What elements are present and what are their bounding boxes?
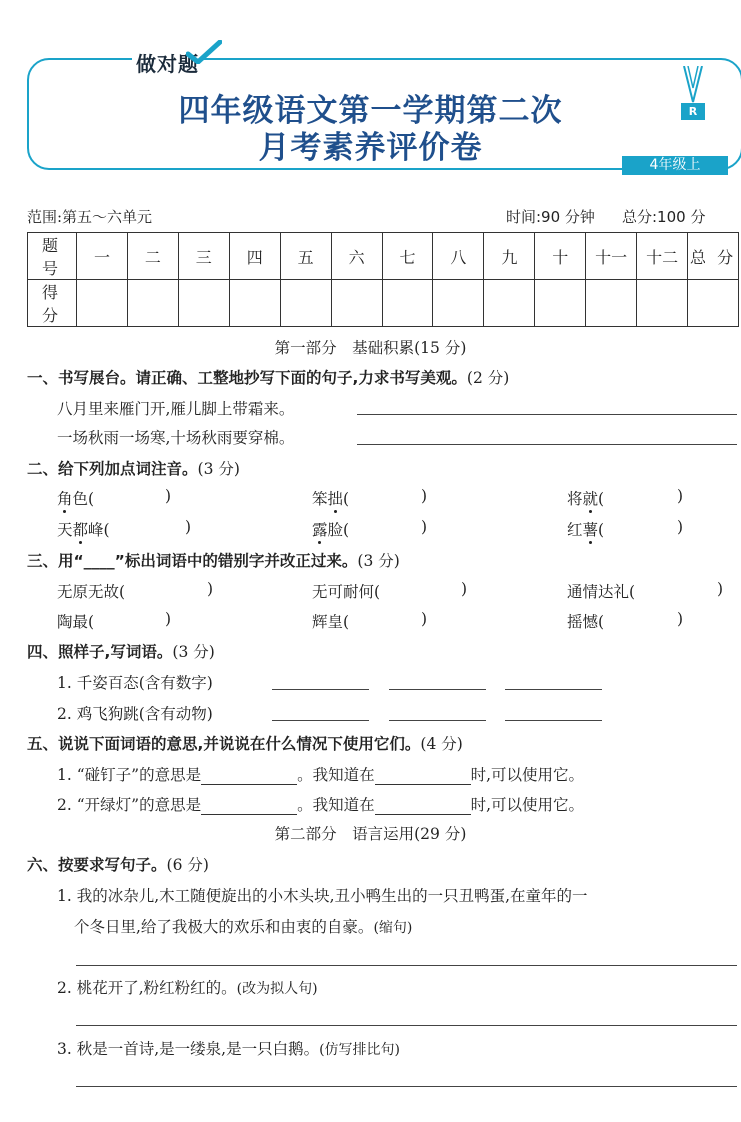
- ribbon-icon: [680, 66, 706, 106]
- col-total: 总 分: [688, 233, 739, 280]
- col-3: 三: [178, 233, 229, 280]
- q3-item-6-close: ): [677, 610, 684, 628]
- q5-item-1-meaning-blank[interactable]: [201, 766, 297, 785]
- q6-item-1-line1: 1. 我的冰杂儿,木工随便旋出的小木头块,丑小鸭生出的一只丑鸭蛋,在童年的一: [57, 887, 588, 905]
- q5-score: (4 分): [420, 735, 463, 753]
- q6-item-2-answer-line[interactable]: [76, 1025, 737, 1026]
- col-8: 八: [433, 233, 484, 280]
- score-cell[interactable]: [586, 280, 637, 327]
- q6-title: 六、按要求写句子。(6 分): [27, 856, 209, 874]
- q6-item-3-note: (仿写排比句): [319, 1042, 401, 1058]
- q2-item-2[interactable]: 笨拙(: [312, 490, 350, 508]
- q2-item-1-close: ): [165, 487, 172, 505]
- col-7: 七: [382, 233, 433, 280]
- col-12: 十二: [637, 233, 688, 280]
- q4-item-1-answer-c[interactable]: [505, 689, 602, 690]
- q6-item-1-note: (缩句): [373, 920, 413, 936]
- col-1: 一: [77, 233, 128, 280]
- exam-title-line2: 月考素养评价卷: [258, 130, 483, 166]
- q5-item-2: 2. “开绿灯”的意思是 。我知道在 时,可以使用它。: [57, 796, 585, 814]
- q3-item-1[interactable]: 无原无故(: [57, 583, 126, 601]
- col-4: 四: [229, 233, 280, 280]
- edition-badge: R: [681, 103, 705, 120]
- score-cell[interactable]: [484, 280, 535, 327]
- q3-item-6[interactable]: 摇憾(: [567, 613, 605, 631]
- score-cell[interactable]: [178, 280, 229, 327]
- q3-item-3[interactable]: 通情达礼(: [567, 583, 636, 601]
- q2-item-5-close: ): [421, 518, 428, 536]
- q3-item-4-close: ): [165, 610, 172, 628]
- q1-answer-line1[interactable]: [357, 414, 737, 415]
- q2-item-6[interactable]: 红薯(: [567, 521, 605, 539]
- q2-score: (3 分): [197, 460, 240, 478]
- q2-item-4[interactable]: 天都峰(: [57, 521, 110, 539]
- q3-item-2-close: ): [461, 580, 468, 598]
- q3-item-4[interactable]: 陶最(: [57, 613, 95, 631]
- exam-total: 总分:100 分: [622, 208, 706, 226]
- exam-title-line1: 四年级语文第一学期第二次: [178, 93, 563, 129]
- exam-time: 时间:90 分钟: [506, 208, 595, 226]
- q2-item-1[interactable]: 角色(: [57, 490, 95, 508]
- score-cell[interactable]: [535, 280, 586, 327]
- col-10: 十: [535, 233, 586, 280]
- part1-title: 第一部分 基础积累(15 分): [274, 339, 467, 357]
- q4-item-1: 1. 千姿百态(含有数字): [57, 674, 213, 692]
- q2-item-2-close: ): [421, 487, 428, 505]
- q3-title: 三、用“____”标出词语中的错别字并改正过来。(3 分): [27, 552, 400, 570]
- q6-item-1-answer-line[interactable]: [76, 965, 737, 966]
- q6-item-3: 3. 秋是一首诗,是一缕泉,是一只白鹅。(仿写排比句): [57, 1040, 401, 1058]
- col-5: 五: [280, 233, 331, 280]
- q4-item-1-answer-b[interactable]: [389, 689, 486, 690]
- check-mark-icon: [186, 40, 222, 64]
- col-6: 六: [331, 233, 382, 280]
- q3-item-5-close: ): [421, 610, 428, 628]
- q2-item-3[interactable]: 将就(: [567, 490, 605, 508]
- q5-item-1: 1. “碰钉子”的意思是 。我知道在 时,可以使用它。: [57, 766, 585, 784]
- q1-score: (2 分): [466, 369, 510, 387]
- q3-item-1-close: ): [207, 580, 214, 598]
- q3-item-5[interactable]: 辉皇(: [312, 613, 350, 631]
- q3-item-2[interactable]: 无可耐何(: [312, 583, 381, 601]
- score-cell[interactable]: [382, 280, 433, 327]
- q3-score: (3 分): [357, 552, 400, 570]
- score-cell[interactable]: [229, 280, 280, 327]
- q6-item-3-answer-line[interactable]: [76, 1086, 737, 1087]
- q2-title: 二、给下列加点词注音。(3 分): [27, 460, 240, 478]
- q2-item-6-close: ): [677, 518, 684, 536]
- q2-item-4-close: ): [185, 518, 192, 536]
- row-label-question-no: 题 号: [28, 233, 77, 280]
- q4-score: (3 分): [172, 643, 215, 661]
- col-2: 二: [127, 233, 178, 280]
- score-cell[interactable]: [127, 280, 178, 327]
- score-cell[interactable]: [688, 280, 739, 327]
- q3-item-3-close: ): [717, 580, 724, 598]
- q4-item-2-answer-b[interactable]: [389, 720, 486, 721]
- q1-sentence1: 八月里来雁门开,雁儿脚上带霜来。: [57, 400, 295, 418]
- q2-item-3-close: ): [677, 487, 684, 505]
- score-cell[interactable]: [331, 280, 382, 327]
- col-11: 十一: [586, 233, 637, 280]
- q1-title: 一、书写展台。请正确、工整地抄写下面的句子,力求书写美观。(2 分): [27, 369, 510, 387]
- q5-item-2-situation-blank[interactable]: [375, 796, 471, 815]
- q4-title: 四、照样子,写词语。(3 分): [27, 643, 215, 661]
- q6-item-2-note: (改为拟人句): [236, 981, 318, 997]
- q4-item-2-answer-c[interactable]: [505, 720, 602, 721]
- col-9: 九: [484, 233, 535, 280]
- q4-item-2-answer-a[interactable]: [272, 720, 369, 721]
- score-cell[interactable]: [280, 280, 331, 327]
- score-cell[interactable]: [637, 280, 688, 327]
- row-label-score: 得 分: [28, 280, 77, 327]
- score-cell[interactable]: [77, 280, 128, 327]
- brand-logo: 做对题: [132, 48, 203, 77]
- q2-item-5[interactable]: 露脸(: [312, 521, 350, 539]
- score-table-header-row: [28, 233, 739, 280]
- q4-item-1-answer-a[interactable]: [272, 689, 369, 690]
- part2-title: 第二部分 语言运用(29 分): [274, 825, 467, 843]
- q5-item-1-situation-blank[interactable]: [375, 766, 471, 785]
- score-table-score-row: [28, 280, 739, 327]
- q5-item-2-meaning-blank[interactable]: [201, 796, 297, 815]
- q4-item-2: 2. 鸡飞狗跳(含有动物): [57, 705, 213, 723]
- q1-answer-line2[interactable]: [357, 444, 737, 445]
- q1-sentence2: 一场秋雨一场寒,十场秋雨要穿棉。: [57, 429, 295, 447]
- score-table: [27, 232, 739, 327]
- q5-title: 五、说说下面词语的意思,并说说在什么情况下使用它们。(4 分): [27, 735, 463, 753]
- q6-item-1-line2: 个冬日里,给了我极大的欢乐和由衷的自豪。(缩句): [74, 918, 413, 936]
- q6-score: (6 分): [166, 856, 209, 874]
- q6-item-2: 2. 桃花开了,粉红粉红的。(改为拟人句): [57, 979, 318, 997]
- score-cell[interactable]: [433, 280, 484, 327]
- grade-tag: 4年级上: [622, 156, 728, 175]
- exam-scope: 范围:第五～六单元: [27, 208, 153, 226]
